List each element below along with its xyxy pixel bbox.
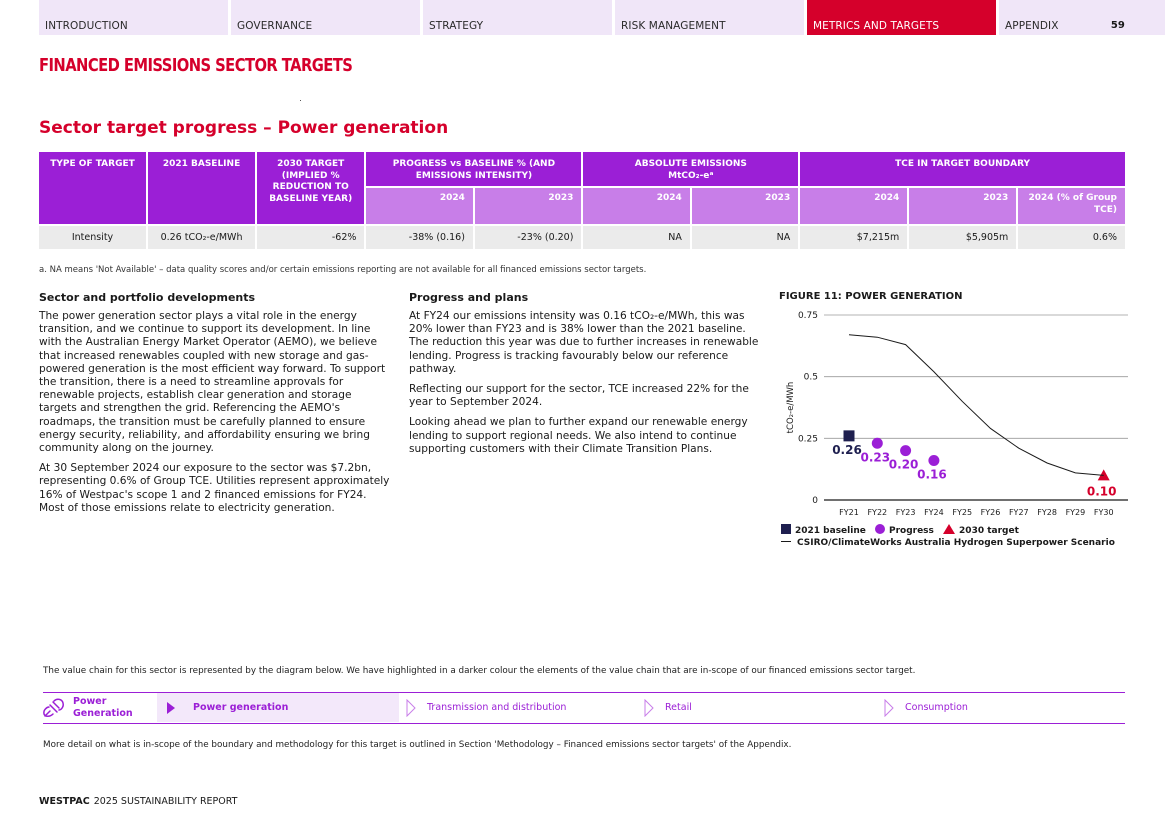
sector-developments-heading: Sector and portfolio developments [39, 291, 256, 304]
figure-title: FIGURE 11: POWER GENERATION [779, 291, 963, 302]
header-tce: TCE IN TARGET BOUNDARY [800, 152, 1125, 188]
value-chain-stage-power-generation [157, 693, 399, 722]
value-chain-stage-consumption [883, 693, 1113, 722]
cell-absolute-2024: NA [583, 224, 689, 249]
legend-progress: Progress [888, 526, 934, 536]
arrow-outline-icon [643, 699, 655, 717]
y-tick-label: 0.25 [797, 434, 818, 445]
page-footer [39, 796, 237, 807]
subheader-progress-2024: 2024 [366, 188, 473, 224]
cell-tce-pct: 0.6% [1018, 224, 1125, 249]
subheader-absolute-2023: 2023 [692, 188, 798, 224]
cell-progress-2023: -23% (0.20) [475, 224, 582, 249]
paragraph: At FY24 our emissions intensity was 0.16 tCO₂-e/MWh, this was 20% lower than FY23 and is 38% lower than the 2021 baseline. The reduction this year was due to further increases in renewable lending. Progress is tracking favourably below our reference pathway. [409, 310, 759, 375]
value-chain-intro: The value chain for this sector is represented by the diagram below. We have highlighted in a darker colour the elements of the value chain that are in-scope of our financed emissions sector target. [43, 666, 916, 676]
value-chain-stage-retail [643, 693, 873, 722]
y-tick-label: 0.5 [803, 372, 818, 383]
tab-governance[interactable]: GOVERNANCE [231, 0, 420, 35]
value-chain-stage-label: Transmission and distribution [427, 702, 567, 713]
subheader-absolute-2024: 2024 [583, 188, 689, 224]
header-absolute-emissions [583, 152, 798, 188]
header-2021-baseline: 2021 BASELINE [148, 152, 255, 224]
paragraph: At 30 September 2024 our exposure to the sector was $7.2bn, representing 0.6% of Group TCE. Utilities represent approximately 16% of Westpac's scope 1 and 2 financed emissions for FY24. Most of those emissions relate to electricity generation. [39, 462, 390, 514]
header-progress: PROGRESS vs BASELINE % (AND EMISSIONS INTENSITY) [366, 152, 581, 188]
cell-progress-2024: -38% (0.16) [366, 224, 473, 249]
header-absolute-emissions-line2: MtCO₂-eᵃ [668, 170, 714, 181]
power-generation-chart [779, 305, 1134, 520]
y-tick-label: 0.75 [797, 311, 818, 321]
subheader-tce-pct: 2024 (% of Group TCE) [1018, 188, 1125, 224]
plug-icon [41, 696, 67, 720]
value-chain-stage-label: Consumption [905, 702, 968, 713]
progress-point [928, 455, 939, 466]
footer-report: 2025 SUSTAINABILITY REPORT [93, 796, 238, 807]
value-chain-sector [43, 693, 155, 722]
tab-strategy[interactable]: STRATEGY [423, 0, 612, 35]
progress-plans-heading: Progress and plans [409, 291, 529, 304]
header-absolute-emissions-line1: ABSOLUTE EMISSIONS [634, 159, 747, 169]
value-chain-stage-label: Retail [665, 702, 692, 713]
paragraph: Looking ahead we plan to further expand our renewable energy lending to support regional needs. We also intend to continue supporting customers with their Climate Transition Plans. [409, 416, 748, 455]
arrow-outline-icon [883, 699, 895, 717]
tab-introduction[interactable]: INTRODUCTION [39, 0, 228, 35]
value-chain-stage-label: Power generation [193, 702, 289, 713]
cell-tce-2023: $5,905m [909, 224, 1016, 249]
progress-circle-icon [875, 524, 885, 534]
subheader-tce-2024: 2024 [800, 188, 907, 224]
legend-target: 2030 target [959, 526, 1019, 536]
value-chain-more: More detail on what is in-scope of the boundary and methodology for this target is outlined in Section 'Methodology – Financed emissions sector targets' of the Appendix. [43, 740, 792, 750]
tab-risk-management[interactable]: RISK MANAGEMENT [615, 0, 804, 35]
paragraph: The power generation sector plays a vital role in the energy transition, and we continue to support its development. In line with the Australian Energy Market Operator (AEMO), we believe that increased renewables coupled with new storage and gas-powered generation is the most efficient way forward. To support the transition, there is a need to streamline approvals for renewable projects, establish clear generation and storage targets and strengthen the grid. Referencing the AEMO's roadmaps, the transition must be carefully planned to ensure energy security, reliability, and affordability ensuring we bring community along on the journey. [39, 310, 386, 455]
page-title: FINANCED EMISSIONS SECTOR TARGETS [39, 55, 353, 76]
baseline-data-label: 0.26 [832, 442, 862, 457]
x-tick-label: FY22 [867, 508, 888, 517]
progress-data-label: 0.16 [917, 467, 947, 482]
subheader-progress-2023: 2023 [475, 188, 582, 224]
tab-appendix-label: APPENDIX [1005, 20, 1059, 32]
progress-plans-body [409, 310, 761, 463]
header-type-of-target: TYPE OF TARGET [39, 152, 146, 224]
top-navigation [39, 0, 1168, 35]
x-tick-label: FY28 [1037, 508, 1057, 517]
footer-brand: WESTPAC [39, 796, 90, 807]
legend-scenario: CSIRO/ClimateWorks Australia Hydrogen Superpower Scenario [797, 538, 1115, 548]
scenario-line-icon [781, 541, 791, 542]
cell-type: Intensity [39, 224, 146, 249]
x-tick-label: FY26 [980, 508, 1001, 517]
arrow-outline-icon [405, 699, 417, 717]
x-tick-label: FY21 [839, 508, 859, 517]
page-number: 59 [1110, 20, 1125, 31]
table-row [39, 224, 1125, 249]
y-axis-label: tCO₂-e/MWh [786, 381, 796, 434]
x-tick-label: FY25 [952, 508, 973, 517]
tab-metrics-and-targets[interactable]: METRICS AND TARGETS [807, 0, 996, 35]
x-tick-label: FY27 [1008, 508, 1029, 517]
progress-point [872, 438, 883, 449]
x-tick-label: FY30 [1093, 508, 1114, 517]
table-footnote: a. NA means 'Not Available' – data quality scores and/or certain emissions reporting are not available for all financed emissions sector targets. [39, 265, 647, 275]
tab-appendix[interactable] [999, 0, 1165, 35]
progress-point [900, 445, 911, 456]
arrow-filled-icon [165, 701, 177, 715]
progress-data-label: 0.23 [860, 450, 891, 465]
target-triangle-icon [943, 524, 955, 534]
header-2030-target: 2030 TARGET (IMPLIED % REDUCTION TO BASELINE YEAR) [257, 152, 364, 224]
legend-baseline: 2021 baseline [795, 526, 866, 536]
stray-dot [300, 100, 301, 101]
sector-developments-body [39, 310, 391, 522]
paragraph: Reflecting our support for the sector, TCE increased 22% for the year to September 2024. [409, 383, 749, 409]
baseline-point [844, 430, 855, 441]
y-tick-label: 0 [812, 496, 818, 506]
cell-tce-2024: $7,215m [800, 224, 907, 249]
value-chain-bar [43, 692, 1125, 724]
progress-data-label: 0.20 [888, 457, 919, 472]
subheader-tce-2023: 2023 [909, 188, 1016, 224]
cell-absolute-2023: NA [692, 224, 798, 249]
sector-target-table [37, 152, 1127, 249]
x-tick-label: FY23 [895, 508, 916, 517]
section-title: Sector target progress – Power generation [39, 118, 449, 138]
chart-legend [781, 524, 1115, 549]
value-chain-sector-label: Power Generation [73, 695, 133, 719]
target-data-label: 0.10 [1086, 484, 1117, 499]
x-tick-label: FY24 [924, 508, 944, 517]
cell-baseline: 0.26 tCO₂-e/MWh [148, 224, 255, 249]
x-tick-label: FY29 [1065, 508, 1086, 517]
cell-target: -62% [257, 224, 364, 249]
value-chain-stage-transmission [405, 693, 635, 722]
baseline-square-icon [781, 524, 791, 534]
